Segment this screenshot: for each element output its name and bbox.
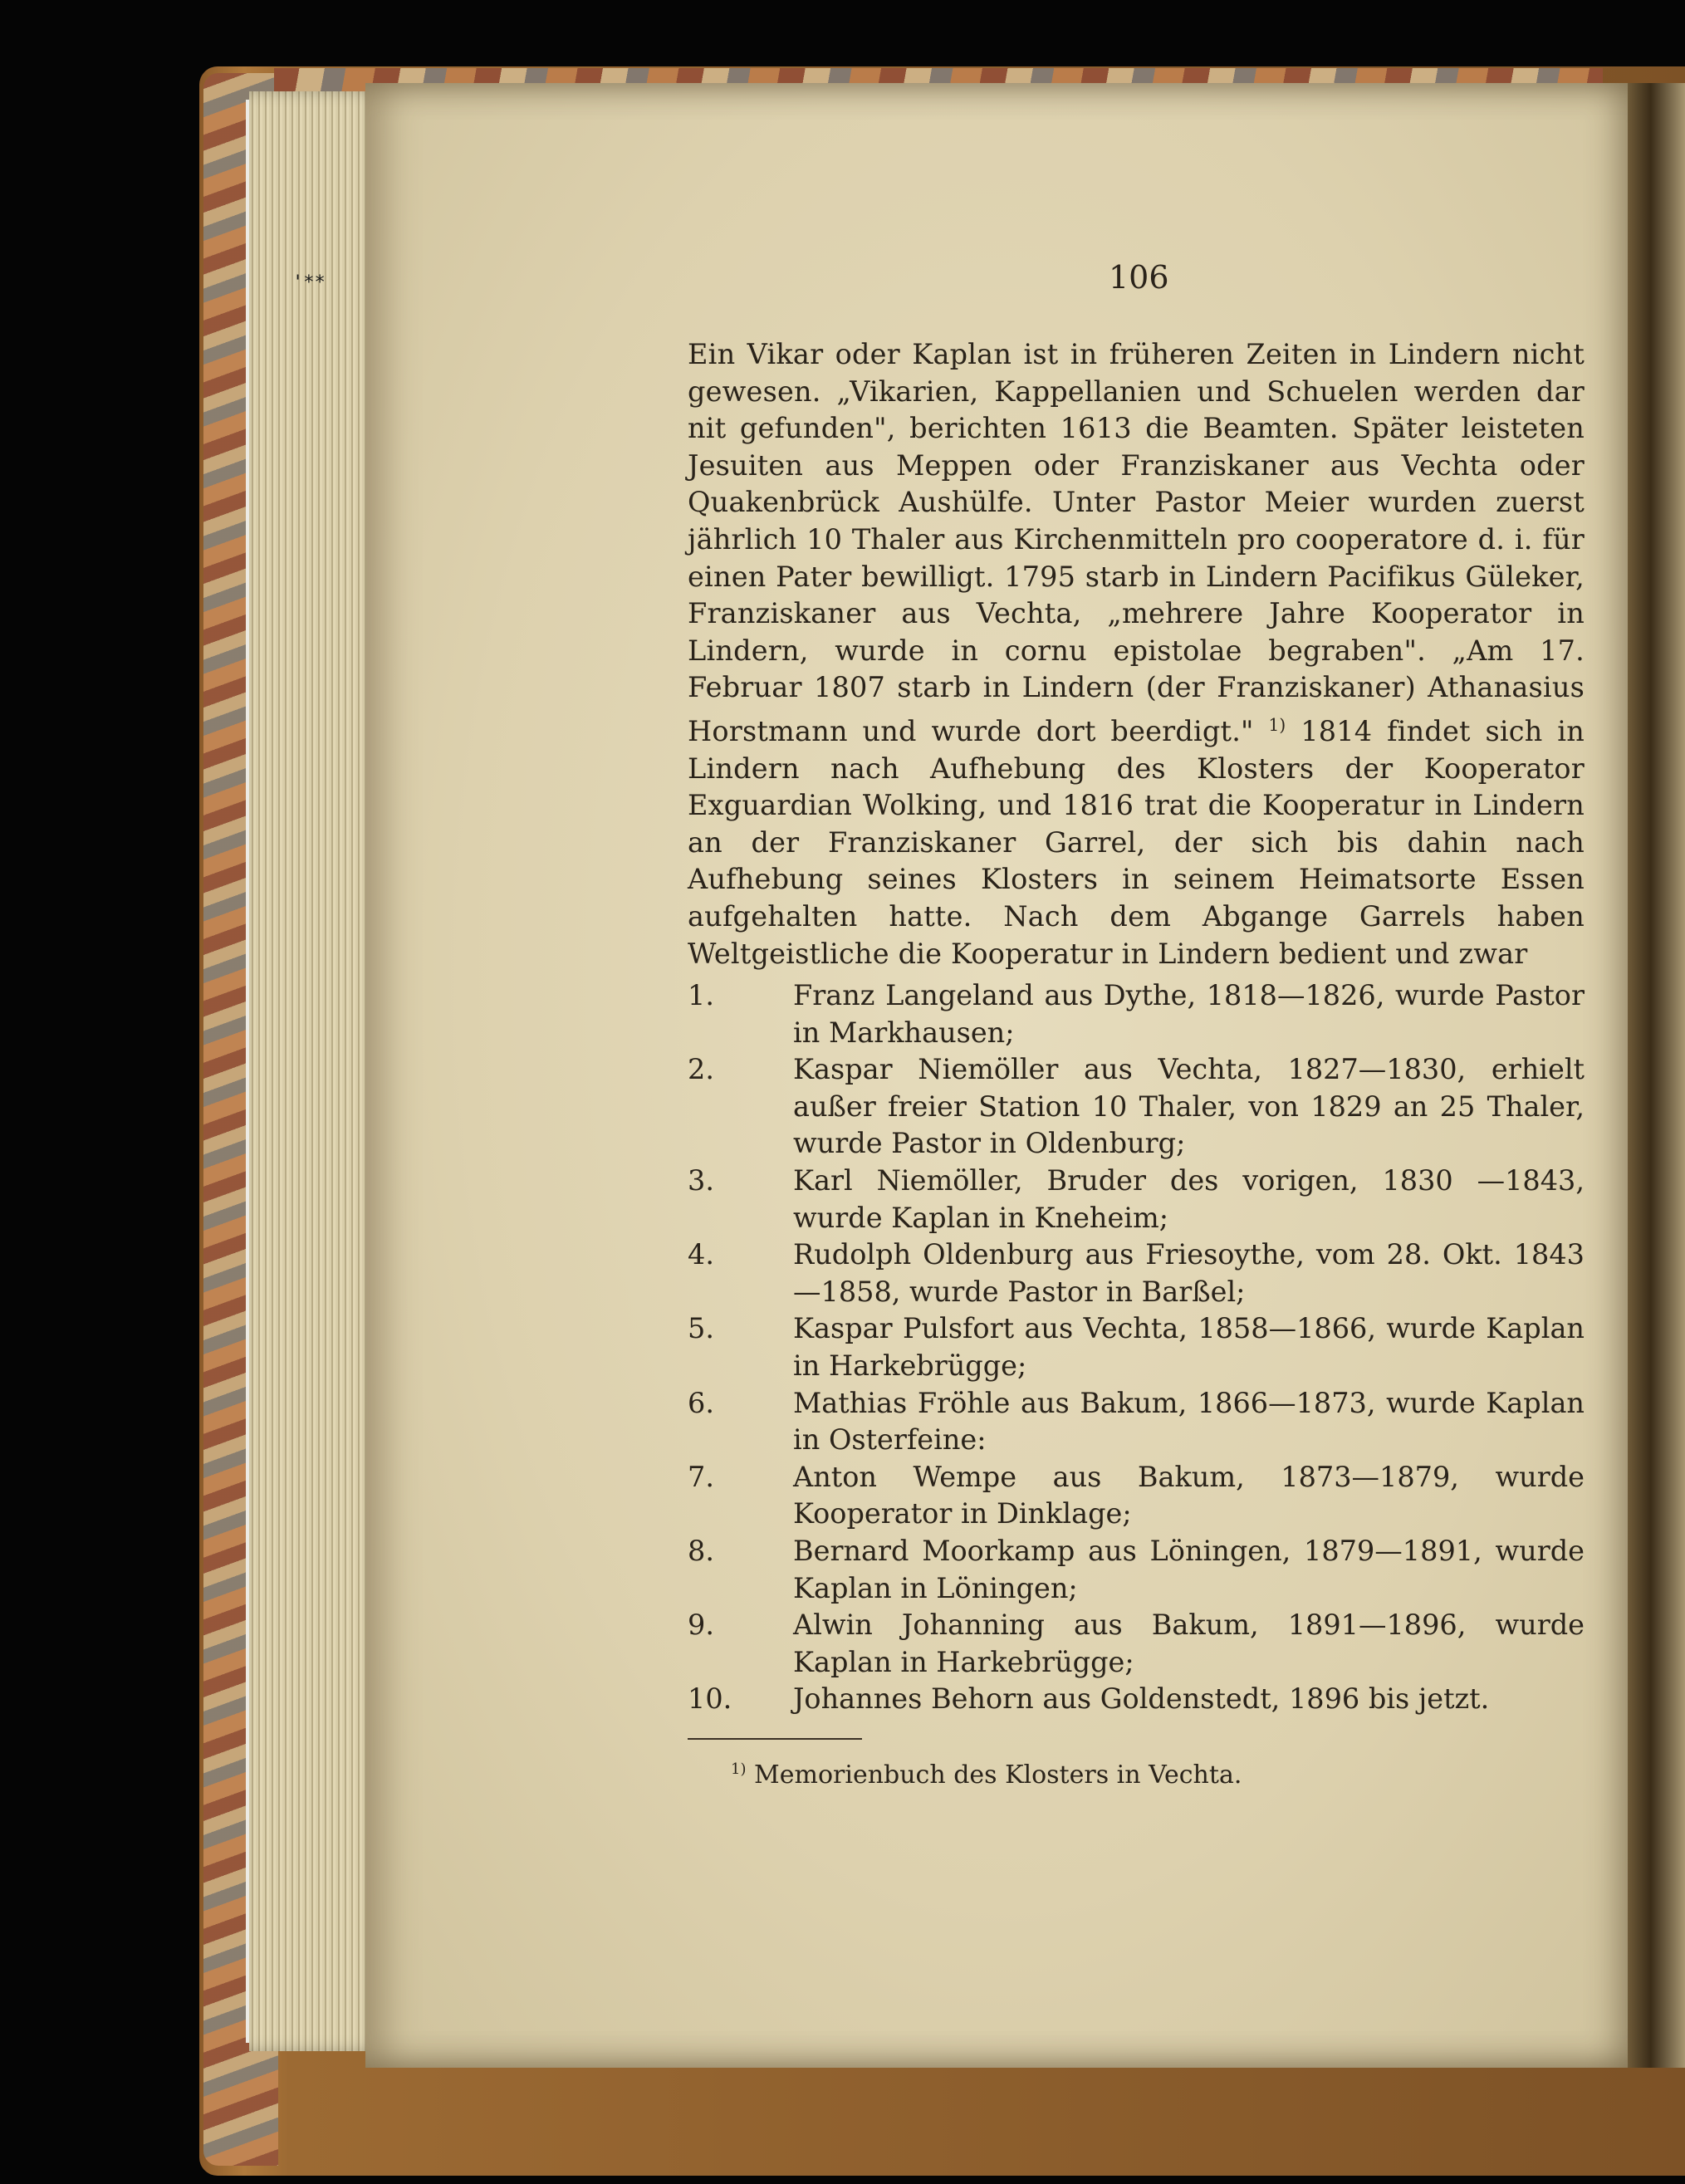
footnote-marker: 1): [731, 1760, 747, 1778]
paragraph-text-continued: 1814 findet sich in Lindern nach Aufhebung des Klosters der Kooperator Exguardian Wolking, und 1816 trat die Kooperatur in Lindern an der Franziskaner Garrel, der sich bis dahin nach Aufhebung seines Klosters in seinem Heimatsorte Essen aufgehalten hatte. Nach dem Abgange Garrels haben Weltgeistliche die Kooperatur in Lindern bedient und zwar: [688, 715, 1585, 970]
list-item-number: 5.: [688, 1312, 714, 1345]
list-item: [688, 1459, 1585, 1533]
list-item-number: 9.: [688, 1609, 714, 1642]
list-item-text: Bernard Moorkamp aus Löningen, 1879—1891, wurde Kaplan in Löningen;: [793, 1534, 1585, 1604]
margin-mark: '**: [292, 272, 326, 293]
list-item-text: Kaspar Niemöller aus Vechta, 1827—1830, erhielt außer freier Station 10 Thaler, von 1829 an 25 Thaler, wurde Pastor in Oldenburg;: [793, 1053, 1585, 1160]
list-item: [688, 1607, 1585, 1681]
list-item-text: Anton Wempe aus Bakum, 1873—1879, wurde Kooperator in Dinklage;: [793, 1460, 1585, 1530]
list-item-text: Franz Langeland aus Dythe, 1818—1826, wurde Pastor in Markhausen;: [793, 979, 1585, 1049]
list-item-text: Rudolph Oldenburg aus Friesoythe, vom 28. Okt. 1843—1858, wurde Pastor in Barßel;: [793, 1238, 1585, 1308]
list-item: [688, 1533, 1585, 1607]
list-item-number: 4.: [688, 1238, 714, 1271]
list-item: [688, 1236, 1585, 1310]
list-item-number: 6.: [688, 1386, 714, 1419]
footnote: [731, 1753, 1242, 1792]
footnote-text: Memorienbuch des Klosters in Vechta.: [754, 1760, 1242, 1790]
list-item-number: 7.: [688, 1460, 714, 1493]
list-item: [688, 1163, 1585, 1236]
list-item: [688, 977, 1585, 1051]
list-item-number: 2.: [688, 1053, 714, 1086]
list-item-text: Alwin Johanning aus Bakum, 1891—1896, wurde Kaplan in Harkebrügge;: [793, 1609, 1585, 1678]
list-item: [688, 1681, 1585, 1718]
list-item-number: 8.: [688, 1534, 714, 1567]
footnote-rule: [688, 1738, 862, 1740]
paragraph-text: Ein Vikar oder Kaplan ist in früheren Zeiten in Lindern nicht gewesen. „Vikarien, Kappellanien und Schuelen werden dar nit gefunden", berichten 1613 die Beamten. Später leisteten Jesuiten aus Meppen oder Franziskaner aus Vechta oder Quakenbrück Aushülfe. Unter Pastor Meier wurden zuerst jährlich 10 Thaler aus Kirchenmitteln pro cooperatore d. i. für einen Pater bewilligt. 1795 starb in Lindern Pacifikus Güleker, Franziskaner aus Vechta, „mehrere Jahre Kooperator in Lindern, wurde in cornu epistolae begraben". „Am 17. Februar 1807 starb in Lindern (der Franziskaner) Athanasius Horstmann und wurde dort beerdigt.": [688, 338, 1585, 748]
footnote-reference: 1): [1268, 714, 1286, 735]
list-item: [688, 1310, 1585, 1384]
body-paragraph: [688, 336, 1585, 972]
list-item-number: 1.: [688, 979, 714, 1011]
list-item: [688, 1385, 1585, 1459]
page-edges: [249, 91, 382, 2051]
page-number: 106: [1109, 259, 1169, 296]
kooperator-list: [688, 977, 1585, 1718]
list-item-number: 3.: [688, 1163, 714, 1197]
list-item-text: Mathias Fröhle aus Bakum, 1866—1873, wurde Kaplan in Osterfeine:: [793, 1386, 1585, 1457]
page-gutter: [1628, 83, 1685, 2068]
list-item-number: 10.: [688, 1682, 732, 1716]
list-item-text: Kaspar Pulsfort aus Vechta, 1858—1866, wurde Kaplan in Harkebrügge;: [793, 1312, 1585, 1382]
list-item: [688, 1051, 1585, 1163]
list-item-text: Karl Niemöller, Bruder des vorigen, 1830 —1843, wurde Kaplan in Kneheim;: [793, 1163, 1585, 1234]
list-item-text: Johannes Behorn aus Goldenstedt, 1896 bis jetzt.: [793, 1682, 1490, 1716]
